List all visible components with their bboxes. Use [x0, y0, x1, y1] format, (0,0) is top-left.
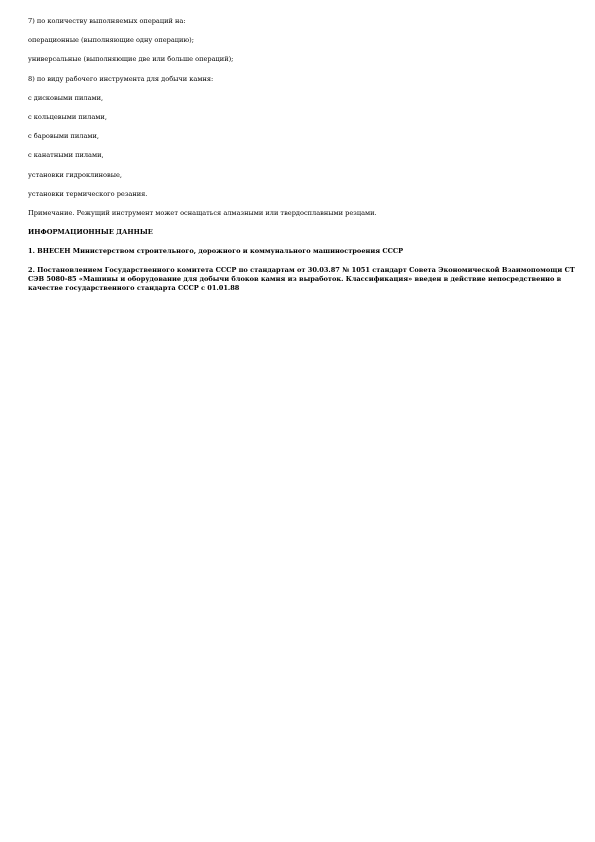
list-item: с кольцевыми пилами,	[28, 112, 107, 121]
list-item: с баровыми пилами,	[28, 132, 99, 141]
list-item-heading: 7) по количеству выполняемых операций на:	[28, 17, 186, 25]
note-paragraph: Примечание. Режущий инструмент может оснащаться алмазными или твердосплавными резцами.	[28, 208, 377, 217]
list-item: универсальные (выполняющие две или больше операций);	[28, 55, 234, 64]
section-heading: ИНФОРМАЦИОННЫЕ ДАННЫЕ	[28, 228, 153, 237]
list-item: установки гидроклиновые,	[28, 170, 122, 179]
list-item: установки термического резания.	[28, 189, 148, 198]
list-item: с канатными пилами,	[28, 151, 104, 160]
list-item: с дисковыми пилами,	[28, 93, 104, 102]
info-item: 1. ВНЕСЕН Министерством строительного, дорожного и коммунального машиностроения СССР	[28, 247, 404, 256]
list-item-heading: 8) по виду рабочего инструмента для добычи камня:	[28, 74, 214, 83]
info-item: 2. Постановлением Государственного комитета СССР по стандартам от 30.03.87 № 1051 стандарт Совета Экономической Взаимопомощи СТ СЭВ 5080-85 «Машины и оборудование для добычи блоков камня из выработок. Классификация» введен в действие непосредственно в качестве государственного стандарта СССР с 01.01.88	[28, 266, 575, 293]
list-item: операционные (выполняющие одну операцию);	[28, 36, 194, 45]
